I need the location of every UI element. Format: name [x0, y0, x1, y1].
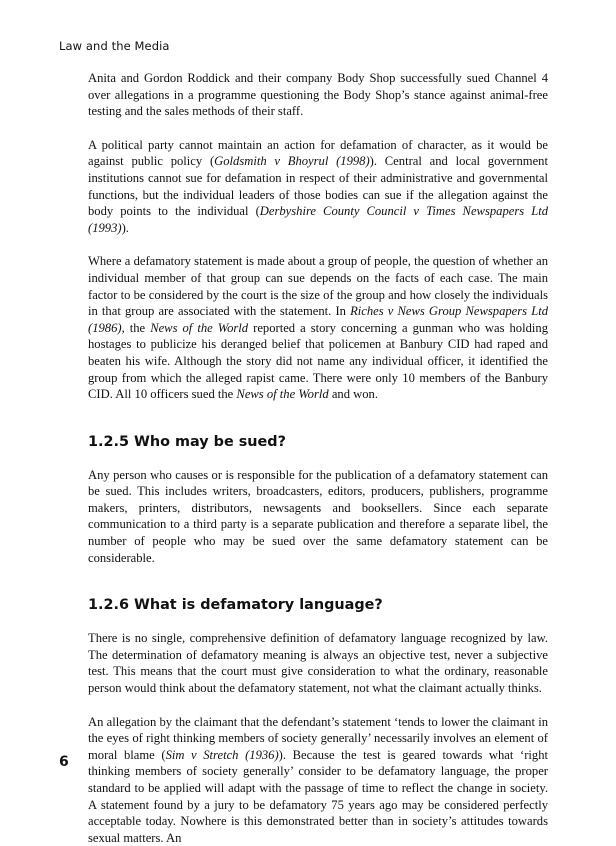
case-citation: Riches v News Group Newspapers Ltd (1986)	[88, 304, 548, 335]
publication-title: News of the World	[150, 320, 249, 335]
text-run: and won.	[328, 387, 378, 402]
text-run: ). Central and local government institutions cannot sue for defamation in respect of their administrative and governmental functions, but the individual leaders of those bodies can sue if the allegation against the body points to the individual (	[88, 154, 548, 219]
text-run: An allegation by the claimant that the defendant’s statement ‘tends to lower the claimant in the eyes of right thinking members of society generally’ necessarily involves an element of moral blame (	[88, 714, 548, 762]
paragraph-moral-blame	[88, 714, 548, 846]
text-run: reported a story concerning a gunman who was holding hostages to publicize his deranged belief that policemen at Banbury CID had raped and beaten his wife. Although the story did not name any individual officer, it identified the group from which the alleged rapist came. There were only 10 members of the Banbury CID. All 10 officers sued the	[88, 320, 548, 402]
section-heading-who-may-be-sued: 1.2.5 Who may be sued?	[88, 433, 286, 450]
text-run: Where a defamatory statement is made about a group of people, the question of whether an individual member of that group can sue depends on the facts of each case. The main factor to be considered by the court is the size of the group and how closely the individuals in that group are associated with the statement. In	[88, 254, 548, 319]
case-citation: Sim v Stretch (1936)	[165, 747, 279, 762]
text-run: ). Because the test is geared towards what ‘right thinking members of society generally’ consider to be defamatory language, the proper standard to be applied will adapt with the passage of time to reflect the change in society. A statement found by a jury to be defamatory 75 years ago may be considered perfectly acceptable today. Nowhere is this demonstrated better than in society’s attitudes towards sexual matters. An	[88, 747, 548, 845]
case-citation: Goldsmith v Bhoyrul (1998)	[214, 154, 370, 169]
paragraph-who-may-be-sued: Any person who causes or is responsible for the publication of a defamatory statement can be sued. This includes writers, broadcasters, editors, producers, publishers, programme makers, printers, distributors, newsagents and booksellers. Since each separate communication to a third party is a separate publication and therefore a separate libel, the number of people who may be sued over the same defamatory statement can be considerable.	[88, 467, 548, 565]
publication-title: News of the World	[236, 387, 329, 402]
page-number: 6	[59, 754, 69, 770]
paragraph-no-single-definition: There is no single, comprehensive definition of defamatory language recognized by law. The determination of defamatory meaning is always an objective test, never a subjective test. This means that the court must give consideration to what the ordinary, reasonable person would think about the defamatory statement, not what the claimant actually thinks.	[88, 631, 548, 696]
text-run: A political party cannot maintain an action for defamation of character, as it would be against public policy (	[88, 137, 548, 169]
text-run: ).	[121, 220, 129, 235]
body-text	[88, 70, 548, 846]
paragraph-group-defamation	[88, 253, 548, 402]
text-run: , the	[121, 320, 151, 335]
paragraph-political-party	[88, 137, 548, 237]
running-head: Law and the Media	[59, 39, 170, 53]
case-citation: Derbyshire County Council v Times Newspapers Ltd (1993)	[88, 204, 548, 235]
paragraph-body-shop: Anita and Gordon Roddick and their company Body Shop successfully sued Channel 4 over allegations in a programme questioning the Body Shop’s stance against animal-free testing and the sales methods of their staff.	[88, 71, 548, 119]
section-heading-defamatory-language: 1.2.6 What is defamatory language?	[88, 597, 383, 614]
